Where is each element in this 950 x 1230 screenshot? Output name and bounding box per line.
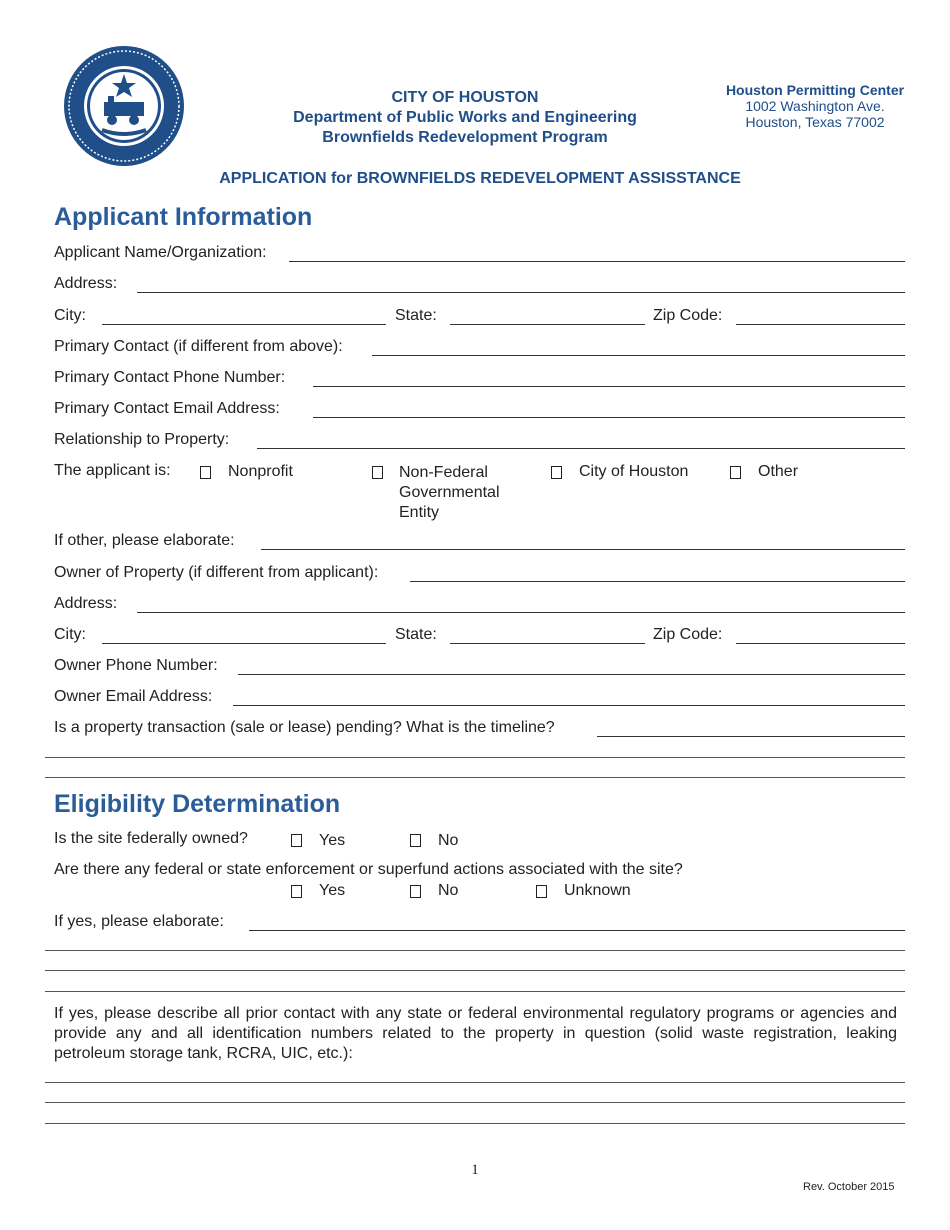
other-checkbox[interactable] [730, 466, 741, 479]
owner-city-label: City: [54, 626, 86, 643]
owner-zip-field[interactable] [736, 643, 905, 644]
owner-zip-label: Zip Code: [653, 626, 723, 643]
nonprofit-option-label: Nonprofit [228, 463, 293, 480]
relationship-label: Relationship to Property: [54, 431, 230, 448]
federal-yes-checkbox[interactable] [291, 834, 302, 847]
enforcement-no-label: No [438, 882, 459, 899]
primary-contact-label: Primary Contact (if different from above): [54, 338, 343, 355]
city-of-houston-checkbox[interactable] [551, 466, 562, 479]
federal-no-label: No [438, 832, 459, 849]
applicant-name-field[interactable] [289, 261, 905, 262]
applicant-type-label: The applicant is: [54, 462, 171, 479]
non-federal-checkbox[interactable] [372, 466, 383, 479]
revision-date: Rev. October 2015 [803, 1181, 895, 1193]
state-label: State: [395, 307, 437, 324]
owner-address-field[interactable] [137, 612, 905, 613]
city-field[interactable] [102, 324, 386, 325]
enforcement-label: Are there any federal or state enforcement or superfund actions associated with the site? [54, 861, 683, 878]
prior-contact-field-line1[interactable] [45, 1082, 905, 1083]
non-federal-line2: Governmental [399, 484, 500, 501]
prior-contact-field-line3[interactable] [45, 1123, 905, 1124]
zip-label: Zip Code: [653, 307, 723, 324]
elaborate-label: If yes, please elaborate: [54, 913, 224, 930]
contact-phone-label: Primary Contact Phone Number: [54, 369, 286, 386]
applicant-name-label: Applicant Name/Organization: [54, 244, 267, 261]
program-name: Brownfields Redevelopment Program [322, 129, 608, 146]
enforcement-no-checkbox[interactable] [410, 885, 421, 898]
other-option-label: Other [758, 463, 799, 480]
state-field[interactable] [450, 324, 645, 325]
page-number: 1 [471, 1162, 479, 1178]
non-federal-line3: Entity [399, 504, 440, 521]
city-of-houston-option-label: City of Houston [579, 463, 689, 480]
applicant-section-title: Applicant Information [54, 203, 313, 231]
owner-city-field[interactable] [102, 643, 386, 644]
owner-email-label: Owner Email Address: [54, 688, 213, 705]
transaction-field-line3[interactable] [45, 777, 905, 778]
city-label: City: [54, 307, 86, 324]
enforcement-unknown-label: Unknown [564, 882, 631, 899]
permitting-center-address [705, 82, 925, 130]
contact-email-field[interactable] [313, 417, 905, 418]
address-field[interactable] [137, 292, 905, 293]
transaction-label: Is a property transaction (sale or lease) pending? What is the timeline? [54, 719, 555, 736]
elaborate-field-line4[interactable] [45, 991, 905, 992]
zip-field[interactable] [736, 324, 905, 325]
federally-owned-label: Is the site federally owned? [54, 830, 248, 847]
contact-email-label: Primary Contact Email Address: [54, 400, 280, 417]
owner-label: Owner of Property (if different from applicant): [54, 564, 379, 581]
enforcement-yes-label: Yes [319, 882, 346, 899]
federal-no-checkbox[interactable] [410, 834, 421, 847]
owner-phone-field[interactable] [238, 674, 905, 675]
nonprofit-checkbox[interactable] [200, 466, 211, 479]
owner-state-label: State: [395, 626, 437, 643]
center-address-line2: Houston, Texas 77002 [745, 114, 885, 130]
non-federal-line1: Non-Federal [399, 464, 488, 481]
department-name: Department of Public Works and Engineering [293, 109, 637, 126]
city-seal [62, 44, 186, 168]
org-heading [230, 88, 700, 148]
other-elaborate-field[interactable] [261, 549, 905, 550]
elaborate-field[interactable] [249, 930, 905, 931]
center-address-line1: 1002 Washington Ave. [745, 98, 885, 114]
owner-phone-label: Owner Phone Number: [54, 657, 218, 674]
transaction-field[interactable] [597, 736, 905, 737]
org-name: CITY OF HOUSTON [391, 89, 539, 106]
owner-email-field[interactable] [233, 705, 905, 706]
primary-contact-field[interactable] [372, 355, 905, 356]
address-label: Address: [54, 275, 118, 292]
other-elaborate-label: If other, please elaborate: [54, 532, 235, 549]
prior-contact-field-line2[interactable] [45, 1102, 905, 1103]
non-federal-option-label [399, 463, 500, 523]
eligibility-section-title: Eligibility Determination [54, 790, 341, 818]
owner-state-field[interactable] [450, 643, 645, 644]
contact-phone-field[interactable] [313, 386, 905, 387]
elaborate-field-line2[interactable] [45, 950, 905, 951]
federal-yes-label: Yes [319, 832, 346, 849]
relationship-field[interactable] [257, 448, 905, 449]
owner-field[interactable] [410, 581, 905, 582]
transaction-field-line2[interactable] [45, 757, 905, 758]
center-name: Houston Permitting Center [725, 82, 905, 98]
form-title: APPLICATION for BROWNFIELDS REDEVELOPMENT ASSISSTANCE [219, 170, 741, 187]
enforcement-yes-checkbox[interactable] [291, 885, 302, 898]
enforcement-unknown-checkbox[interactable] [536, 885, 547, 898]
owner-address-label: Address: [54, 595, 118, 612]
elaborate-field-line3[interactable] [45, 970, 905, 971]
prior-contact-instructions: If yes, please describe all prior contact with any state or federal environmental regulatory programs or agencies and provide any and all identification numbers related to the property in question (solid waste registration, leaking petroleum storage tank, RCRA, UIC, etc.): [54, 1005, 897, 1062]
